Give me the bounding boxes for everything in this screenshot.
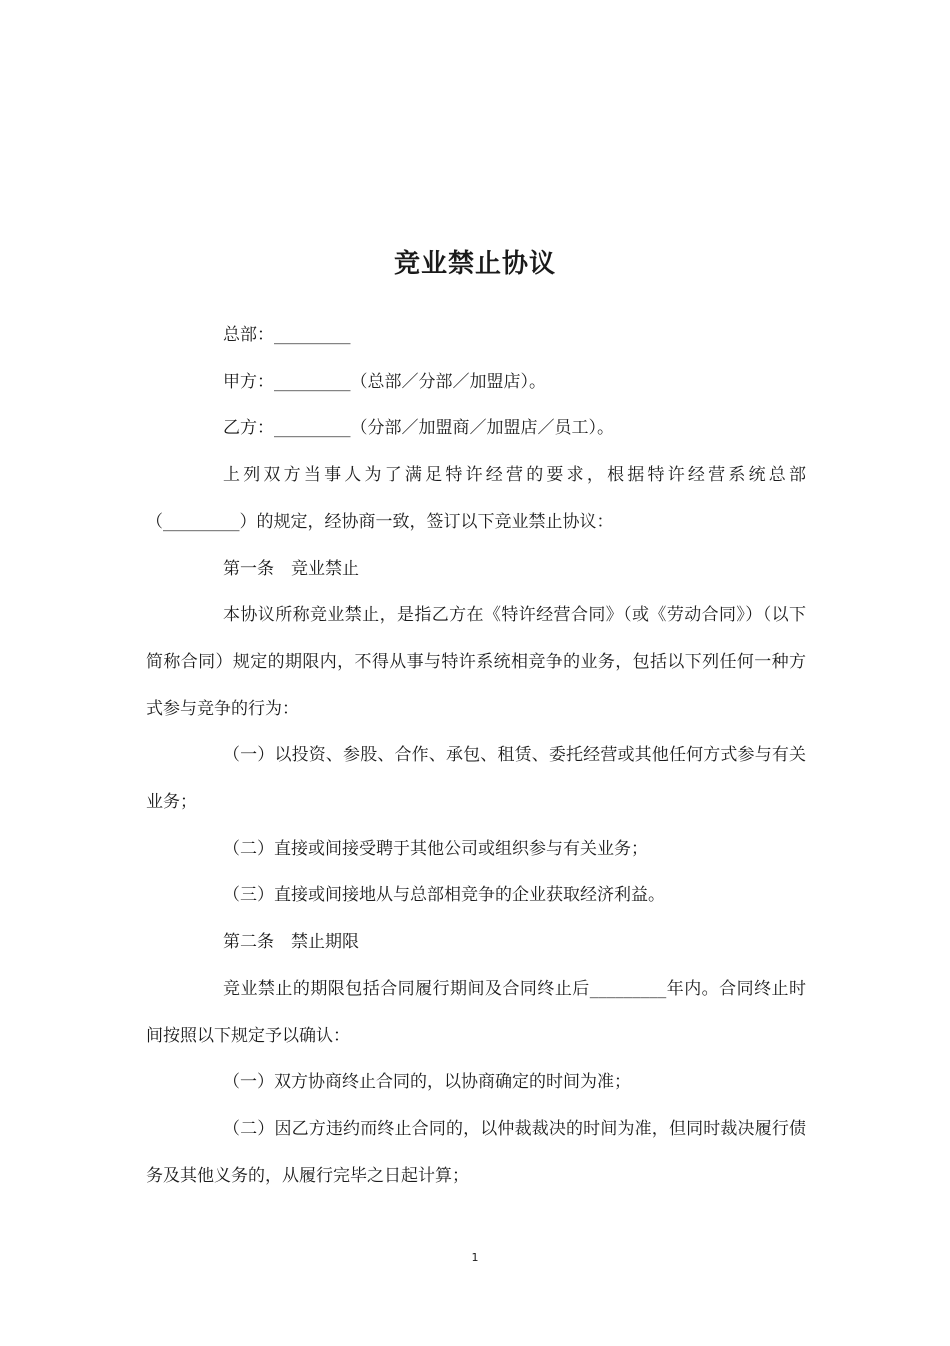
article-1-item-3: （三）直接或间接地从与总部相竞争的企业获取经济利益。 bbox=[223, 885, 665, 906]
article-2-term: 竞业禁止的期限包括合同履行期间及合同终止后_________年内。合同终止时间按照以下规定予以确认： bbox=[146, 978, 806, 1046]
article-1-item-1: （一）以投资、参股、合作、承包、租赁、委托经营或其他任何方式参与有关业务； bbox=[146, 745, 806, 813]
document-title: 竞业禁止协议 bbox=[393, 249, 556, 279]
paragraph-party-a: 甲方：_________（总部／分部／加盟店）。 bbox=[223, 371, 546, 392]
page-number: 1 bbox=[471, 1251, 479, 1264]
article-1-item-2: （二）直接或间接受聘于其他公司或组织参与有关业务； bbox=[223, 838, 648, 859]
article-2-heading: 第二条 禁止期限 bbox=[223, 932, 359, 953]
article-2-item-2: （二）因乙方违约而终止合同的，以仲裁裁决的时间为准，但同时裁决履行债务及其他义务的，从履行完毕之日起计算； bbox=[146, 1118, 806, 1186]
paragraph-headquarters: 总部：_________ bbox=[223, 325, 351, 345]
paragraph-preamble: 上列双方当事人为了满足特许经营的要求，根据特许经营系统总部（_________）的规定，经协商一致，签订以下竞业禁止协议： bbox=[146, 465, 806, 532]
document-body bbox=[146, 312, 806, 1199]
article-1-heading: 第一条 竞业禁止 bbox=[223, 558, 359, 579]
article-2-item-1: （一）双方协商终止合同的，以协商确定的时间为准； bbox=[223, 1072, 631, 1093]
article-1-definition: 本协议所称竞业禁止，是指乙方在《特许经营合同》（或《劳动合同》）（以下简称合同）规定的期限内，不得从事与特许系统相竞争的业务，包括以下列任何一种方式参与竞争的行为： bbox=[146, 605, 806, 719]
paragraph-party-b: 乙方：_________（分部／加盟商／加盟店／员工）。 bbox=[223, 418, 614, 439]
